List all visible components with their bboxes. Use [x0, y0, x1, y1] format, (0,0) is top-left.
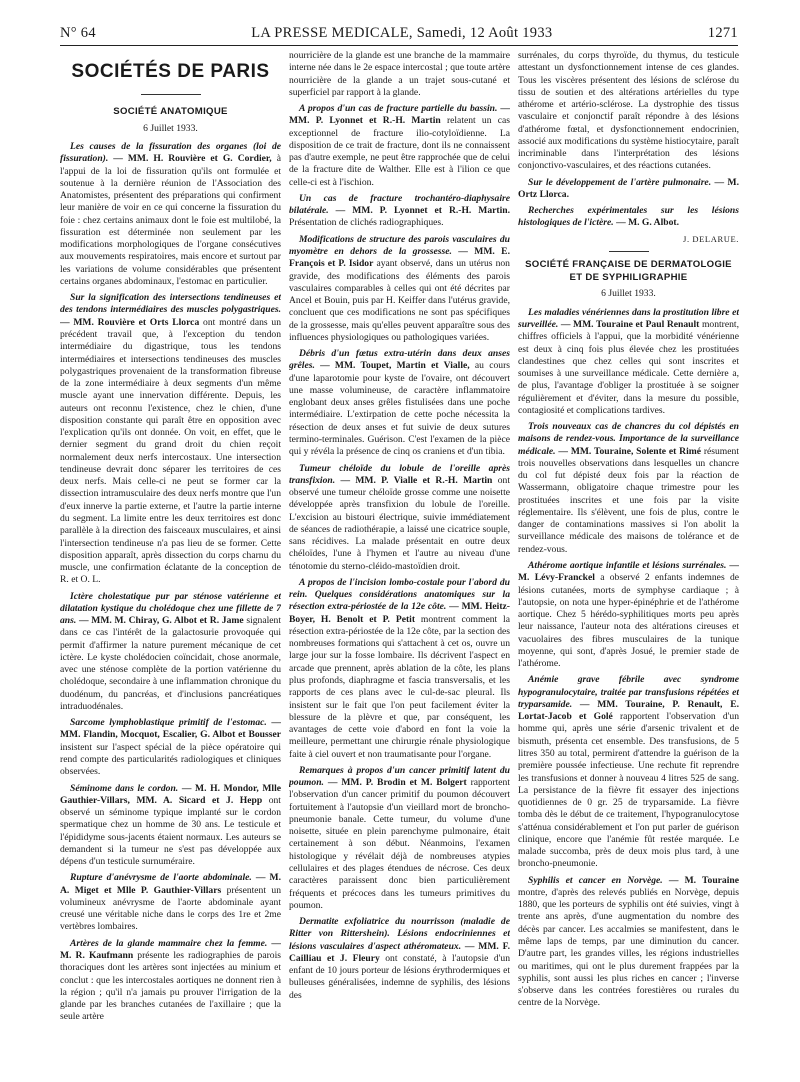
article-paragraph — [60, 591, 281, 714]
article-authors: — MM. Touraine, P. Renault, E. Lortat-Jacob et Golé — [518, 698, 739, 723]
article-body: rapportent l'observation d'un cancer primitif du poumon découvert fortuitement à l'autopsie d'un vieillard mort de broncho-pneumonie banale. Cette tumeur, du volume d'une noisette, située en plein parenchyme pulmonaire, était certainement à son début. Néanmoins, l'examen histologique y révélait déjà de nombreuses atypies cellulaires et des plages étendues de nécrose. Ces deux caractères paraissent donc bien particulièrement fréquents et précoces dans les tumeurs primitives du poumon. — [289, 777, 510, 911]
article-title: Séminome dans le cordon. — [70, 782, 179, 794]
article-paragraph — [289, 765, 510, 912]
article-paragraph — [518, 674, 739, 870]
page-header — [60, 20, 738, 46]
article-authors: — MM. Heitz-Boyer, H. Benolt et P. Petit — [289, 601, 510, 625]
page-number: 1271 — [707, 25, 738, 41]
article-title: Trois nouveaux cas de chancres du col dépistés en maisons de rendez-vous. Importance de la surveillance médicale. — [518, 421, 739, 457]
article-paragraph — [289, 916, 510, 1002]
column-1-body — [60, 141, 281, 1024]
article-title: A propos d'un cas de fracture partielle du bassin. — [299, 103, 498, 115]
article-body: Présentation de clichés radiographiques. — [289, 217, 444, 229]
article-paragraph — [289, 234, 510, 344]
article-authors: — MM. M. Chiray, G. Albot et R. Jame — [76, 615, 244, 627]
article-paragraph — [289, 577, 510, 761]
article-authors: — MM. Touraine, Solente et Rimé — [555, 445, 701, 457]
article-body: ont observé une tumeur chéloïde grosse comme une noisette développée après transfixion du lobule de l'oreille. L'excision au bistouri électrique, suivie immédiatement de séances de radiothérapie, a laissé une cicatrice souple, sans récidives. La malade présentait en outre deux chéloïdes, l'une à l'hymen et l'autre au niveau d'une ténotomie du sterno-cléido-mastoïdien droit. — [289, 474, 510, 572]
article-authors: — M. Touraine — [662, 874, 739, 886]
article-title: A propos de l'incision lombo-costale pour l'abord du rein. Quelques considérations anatomiques sur la résection extra-périostée de la 12e côte. — [289, 576, 510, 613]
article-authors: — MM. Toupet, Martin et Vialle, — [314, 360, 470, 372]
article-title: Les causes de la fissuration des organes (loi de fissuration). — [60, 141, 281, 165]
article-body: résument trois nouvelles observations dans lesquelles un chancre du col fut dépisté deux fois par la réaction de Wassermann, obligatoire chaque trimestre pour les prostituées inscrites et une fois par la visite réglementaire. Ils s'élèvent, une fois de plus, contre le danger de contaminations massives si l'on abolit la surveillance médicale des maisons de tolérance et de rendez-vous. — [518, 445, 739, 555]
article-authors: — MM. E. François et P. Isidor — [289, 245, 510, 270]
article-authors: — M. Ortz Llorca. — [518, 176, 739, 200]
society-date: 6 Juillet 1933. — [601, 288, 656, 300]
article-title: Les maladies vénériennes dans la prostitution libre et surveillée. — [518, 306, 739, 330]
article-paragraph — [60, 141, 281, 288]
article-title: Un cas de fracture trochantéro-diaphysaire bilatérale. — [289, 192, 510, 217]
divider — [141, 94, 201, 95]
article-title: Sarcome lymphoblastique primitif de l'estomac. — [70, 717, 267, 729]
article-title: Rupture d'anévrysme de l'aorte abdominale. — [70, 872, 252, 884]
article-authors: — M. G. Albot. — [613, 217, 679, 229]
article-authors: — MM. Touraine et Paul Renault — [558, 318, 700, 330]
society-title: SOCIÉTÉ ANATOMIQUE — [113, 106, 228, 118]
society-date: 6 Juillet 1933. — [143, 122, 198, 134]
article-body: signalent dans ce cas l'intérêt de la galactosurie provoquée qui permit d'affirmer la nature purement mécanique de cet ictère. Le kyste cholédocien coïncidait, chose anormale, avec une sténose complète de la portion vatérienne du cholédoque, secondaire à une inflammation chronique du duodénum, du pancréas, et d'inclusions pancréatiques intraduodénales. — [60, 615, 281, 712]
article-authors: — M. Lévy-Franckel — [518, 560, 739, 584]
article-title: Remarques à propos d'un cancer primitif latent du poumon. — [289, 764, 510, 789]
article-title: Syphilis et cancer en Norvège. — [528, 874, 663, 886]
issue-number: N° 64 — [60, 25, 96, 41]
article-paragraph — [518, 50, 739, 173]
article-paragraph — [60, 938, 281, 1024]
article-body: ayant observé, dans un utérus non gravide, des modifications des éléments des parois vasculaires comparables à celles qui ont été décrites par Ancel et Bouin, puis par H. Keiffer dans l'utérus gravide, concluent que ces modifications ne sont pas spécifiques de la grossesse, mais qu'elles peuvent apparaître sous des influences physiologiques ou pathologiques variées. — [289, 258, 510, 343]
article-paragraph — [518, 177, 739, 202]
article-authors: — MM. F. Cailliau et J. Fleury — [289, 940, 510, 964]
article-paragraph — [60, 872, 281, 933]
article-paragraph — [60, 783, 281, 869]
article-paragraph — [60, 717, 281, 778]
article-paragraph — [289, 50, 510, 99]
article-body: au cours d'une laparotomie pour kyste de l'ovaire, ont découvert une masse volumineuse, de caractère inflammatoire englobant deux anses grêles fistulisées dans une poche intermédiaire. L'extirpation de cette poche nécessita la résection de deux anses et fut suivie de deux sutures termino-terminales. Guérison. C'est l'examen de la pièce qui y révéla la présence de cinq os craniens et d'un tibia. — [289, 360, 510, 458]
article-title: Ictère cholestatique pur par sténose vatérienne et dilatation kystique du cholédoque chez une fillette de 7 ans. — [60, 590, 281, 627]
article-authors: — MM. P. Lyonnet et R.-H. Martin — [289, 103, 510, 127]
article-title: Recherches expérimentales sur les lésions histologiques de l'ictère. — [518, 205, 739, 229]
article-authors: — MM. P. Brodin et M. Bolgert — [323, 777, 467, 789]
article-paragraph — [518, 307, 739, 417]
article-title: Dermatite exfoliatrice du nourrisson (maladie de Ritter von Rittershein). Lésions endocriniennes et lésions vasculaires d'aspect athéromateux. — [289, 916, 510, 952]
article-paragraph — [518, 875, 739, 1010]
article-paragraph — [289, 348, 510, 458]
article-authors: — M. R. Kaufmann — [60, 937, 281, 961]
article-body: présente les radiographies de parois thoraciques dont les artères sont injectées au minium et conclut : que les intercostales aortiques ne donnent rien à la région ; qu'il n'a jamais pu prouver l'irrigation de la glande par les branches cutanées de l'axillaire ; que la seule artère — [60, 950, 281, 1023]
article-title: Anémie grave fébrile avec syndrome hypogranulocytaire, traitée par transfusions répétées et tryparsamide. — [518, 674, 739, 710]
article-title: Débris d'un fœtus extra-utérin dans deux anses grêles. — [289, 348, 510, 372]
article-body: a observé 2 enfants indemnes de lésions cutanées, morts de symphyse cardiaque ; à l'autopsie, on nota une hyper-épinéphrie et de l'athérome aortique. Chez 5 hérédo-syphilitiques morts peu après leur naissance, l'auteur nota des altérations cireuses et vacuolaires des fibres musculaires de la tunique moyenne, qui sont, d'après Josué, le premier stade de l'athérome. — [518, 572, 739, 670]
article-authors: — MM. P. Vialle et R.-H. Martin — [335, 474, 493, 486]
signature: J. DELARUE. — [683, 233, 739, 244]
article-title: Modifications de structure des parois vasculaires du myomètre en dehors de la grossesse. — [289, 233, 510, 257]
article-authors: — MM. P. Lyonnet et R.-H. Martin. — [328, 205, 510, 217]
article-body: ont constaté, à l'autopsie d'un enfant de 10 jours porteur de lésions érythrodermiques et bulleuses généralisées, indemne de syphilis, des lésions des — [289, 952, 510, 1001]
article-title: Sur la signification des intersections tendineuses et des tendons intermédiaires des muscles polygastriques. — [60, 292, 281, 316]
article-body: ont montré dans un précédent travail que, à l'exception du tendon intermédiaire du digastrique, tous les tendons intermédiaires et intersections tendineuses des muscles polygastriques provenaient de la transformation fibreuse de la zone intermédiaire à deux segments d'un même muscle ayant une innervation différente. Depuis, les auteurs ont reconnu l'existence, chez le chien, d'une disposition constante qui paraît être en opposition avec l'explication qu'ils ont donnée. On voit, en effet, que le dernier segment du grand droit du chien reçoit normalement deux nerfs intercostaux. Une intersection tendineuse devrait donc séparer les territoires de ces deux nerfs. Mais celle-ci ne peut se former car la dissection intramusculaire des deux nerfs montre que l'un d'eux innerve la partie externe, et l'autre la partie interne du segment. La limite entre les deux territoires est donc parallèle à la direction des faisceaux musculaires, et ainsi l'intersection tendineuse n'a pas lieu de se former. Cette disposition apparaît, après dissection du corps charnu du muscle, une confirmation éclatante de la conception de R. et O. L. — [60, 316, 281, 586]
article-authors: — M. H. Mondor, Mlle Gauthier-Villars, MM. A. Sicard et J. Hepp — [60, 782, 281, 806]
column-1 — [60, 50, 281, 1074]
article-paragraph — [518, 560, 739, 670]
article-paragraph — [518, 205, 739, 230]
section-title: SOCIÉTÉS DE PARIS — [71, 61, 270, 82]
article-columns — [60, 50, 739, 1074]
article-body: rapportent l'observation d'un homme qui, après une série d'arsenic trivalent et de bismuth, présenta cet ensemble. Des transfusions, de 5 litres 350 au total, permirent d'attendre la guérison de la première poussée infectieuse. Une rechute fit reprendre les transfusions et donner à nouveau 4 litres 525 de sang. La persistance de la fièvre fit essayer des injections quotidiennes de 0 gr. 25 de tryparsamide. La fièvre tomba dès le début de ce traitement, l'hypogranulocytose s'atténua considérablement et l'on put parler de guérison clinique, encore que l'anémie fût restée marquée. Le malade succomba, près de deux mois plus tard, à une broncho-pneumonie. — [518, 711, 739, 870]
article-paragraph — [518, 421, 739, 556]
article-body: montre, d'après des relevés publiés en Norvège, depuis 1880, que les porteurs de syphilis ont été suivies, vingt à trente ans après, d'une augmentation du nombre des décès par cancer. Les accalmies se manifestent, dans le même laps de temps, par une diminution du cancer. D'autre part, les grandes villes, les régions industrielles ou maritimes, qui ont le plus durement frappées par la syphilis, sont aussi les plus riches en cancer ; l'inverse s'observe dans les contrées forestières ou rurales du centre de la Norvège. — [518, 886, 739, 1009]
article-body: ont observé un séminome typique implanté sur le cordon spermatique chez un homme de 30 ans. Le testicule et l'épididyme sous-jacents étaient normaux. Les auteurs se demandent si la tumeur ne s'est pas développée aux dépens d'un testicule surnuméraire. — [60, 794, 281, 868]
column-2-body — [289, 50, 510, 1002]
society-title: SOCIÉTÉ FRANÇAISE DE DERMATOLOGIE ET DE SYPHILIGRAPHIE — [525, 258, 732, 284]
article-authors: — MM. Rouvière et Orts Llorca — [60, 316, 200, 328]
column-3 — [518, 50, 739, 1074]
article-body: surrénales, du corps thyroïde, du thymus, du testicule attestant un dysfonctionnement intense de ces glandes. Tous les viscères présentent des lésions de sclérose du tissu de soutien et des altérations artérielles du type athérome et artério-sclérose. La dystrophie des tissus vasculaire et conjonctif paraît répondre à des lésions d'athérome fœtal, et dysfonctionnement endocrinien, associé aux modifications du système histiocytaire, paraît incriminable dans l'interprétation des lésions conjonctivo-vasculaires, et des réactions cutanées. — [518, 50, 739, 172]
article-body: à l'appui de la loi de fissuration qu'ils ont formulée et soutenue à la dernière réunion de l'Association des Anatomistes, présentent des préparations qui confirment leur manière de voir en ce qui concerne la fissuration du foie : chez certains animaux dont le foie est multilobé, la fissuration est déterminée non seulement par les modifications morphologiques de l'organe consécutives aux mouvements respiratoires, mais encore et surtout par les variations de volume considérables que présentent certains organes abdominaux, l'estomac en particulier. — [60, 153, 281, 287]
article-title: Sur le développement de l'artère pulmonaire. — [528, 176, 712, 188]
column-2 — [289, 50, 510, 1074]
article-authors: — MM. Flandin, Mocquot, Escalier, G. Albot et Bousser — [60, 717, 281, 741]
article-body: montrent comment la résection extra-périostée de la 12e côte, par la section des nombreuses formations qui s'attachent à cet os, ouvre un large jour sur la fosse lombaire. Ils décrivent l'aspect en arcade que prennent, après ablation de la côte, les plans plus profonds, diaphragme et fascia transversalis, et les rapports de ces plans avec le cul-de-sac pleural. Ils insistent sur le fait que l'on peut facilement éviter la blessure de la plèvre et que, par conséquent, les avantages de cette voie d'abord en font la voie la meilleure, permettant une chirurgie rénale physiologique faite à ciel ouvert et non traumatisante pour l'organe. — [289, 613, 510, 760]
article-body: insistent sur l'aspect spécial de la pièce opératoire qui rend compte des particularités radiologiques et cliniques observées. — [60, 741, 281, 778]
article-paragraph — [289, 103, 510, 189]
article-authors: — M. A. Miget et Mlle P. Gauthier-Villars — [60, 872, 281, 896]
article-paragraph — [289, 193, 510, 230]
article-title: Tumeur chéloïde du lobule de l'oreille après transfixion. — [289, 462, 510, 486]
article-paragraph — [289, 463, 510, 573]
journal-title: LA PRESSE MEDICALE, Samedi, 12 Août 1933 — [251, 25, 553, 41]
article-title: Artères de la glande mammaire chez la femme. — [70, 937, 268, 949]
article-body: présentent un volumineux anévrysme de l'aorte abdominale ayant creusé une véritable niche dans le corps des 1re et 2me vertèbres lombaires. — [60, 884, 281, 933]
article-body: relatent un cas exceptionnel de fracture ilio-cotyloïdienne. La disposition de ce trait de fracture, dont ils ne connaissent pas d'autre exemple, ne peut être rapprochée que de celui de la fracture dite de Walther. Elle est à l'ilion ce que celle-ci est à l'ischion. — [289, 115, 510, 188]
divider — [609, 251, 649, 252]
article-body: nourricière de la glande est une branche de la mammaire interne née dans le 2e espace intercostal ; que toute artère nourricière de la glande a un trajet sous-cutané et superficiel par rapport à la glande. — [289, 50, 510, 98]
article-title: Athérome aortique infantile et lésions surrénales. — [528, 560, 727, 572]
article-body: montrent, chiffres officiels à l'appui, que la morbidité vénérienne est deux à cinq fois plus élevée chez les prostituées clandestines que chez celles qui sont inscrites et soumises à une surveillance médicale. Cette dernière a, de plus, l'avantage d'obliger la prostituée à se soigner régulièrement et d'éviter, dans la mesure du possible, contagiosité et complications tardives. — [518, 318, 739, 416]
article-paragraph — [60, 292, 281, 586]
column-3-body-bottom — [518, 307, 739, 1010]
column-3-body-top — [518, 50, 739, 230]
article-authors: — MM. H. Rouvière et G. Cordier, — [108, 153, 272, 165]
